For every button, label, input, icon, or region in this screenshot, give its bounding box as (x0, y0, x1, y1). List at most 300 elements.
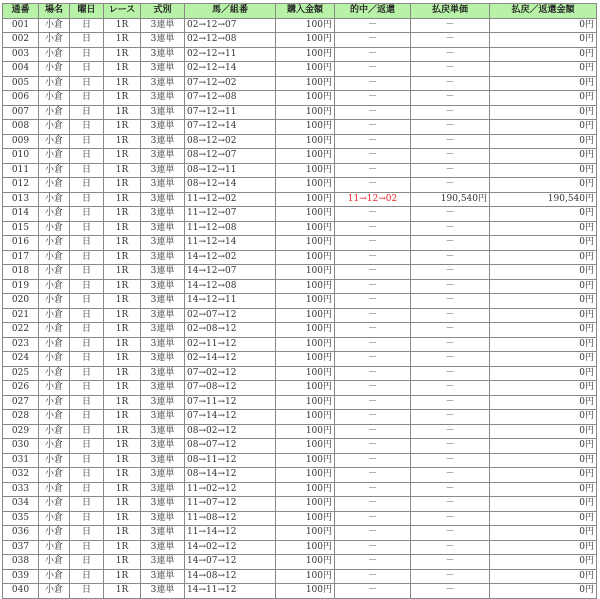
cell-payout-unit: － (411, 279, 490, 294)
table-row (3, 18, 597, 33)
cell-purchase-amount: 100円 (276, 323, 335, 338)
cell-weekday: 日 (70, 76, 104, 91)
cell-payout-amount: 0円 (490, 207, 597, 222)
cell-venue: 小倉 (39, 511, 70, 526)
cell-weekday: 日 (70, 250, 104, 265)
cell-race: 1R (104, 149, 141, 164)
cell-bet-type: 3連単 (141, 279, 185, 294)
cell-bet-type: 3連単 (141, 265, 185, 280)
cell-payout-unit: － (411, 482, 490, 497)
cell-hit-refund: － (335, 18, 411, 33)
cell-serial: 040 (3, 584, 39, 599)
cell-combination: 14→07→12 (185, 555, 276, 570)
cell-venue: 小倉 (39, 540, 70, 555)
cell-payout-amount: 0円 (490, 62, 597, 77)
cell-weekday: 日 (70, 468, 104, 483)
cell-bet-type: 3連単 (141, 468, 185, 483)
cell-purchase-amount: 100円 (276, 352, 335, 367)
cell-payout-amount: 0円 (490, 366, 597, 381)
cell-purchase-amount: 100円 (276, 62, 335, 77)
cell-serial: 009 (3, 134, 39, 149)
cell-venue: 小倉 (39, 134, 70, 149)
cell-venue: 小倉 (39, 192, 70, 207)
cell-serial: 008 (3, 120, 39, 135)
cell-payout-amount: 0円 (490, 91, 597, 106)
cell-weekday: 日 (70, 221, 104, 236)
cell-payout-amount: 0円 (490, 120, 597, 135)
cell-bet-type: 3連単 (141, 497, 185, 512)
cell-bet-type: 3連単 (141, 540, 185, 555)
cell-weekday: 日 (70, 410, 104, 425)
cell-venue: 小倉 (39, 584, 70, 599)
cell-payout-amount: 0円 (490, 410, 597, 425)
cell-race: 1R (104, 178, 141, 193)
table-row (3, 221, 597, 236)
cell-weekday: 日 (70, 265, 104, 280)
cell-venue: 小倉 (39, 453, 70, 468)
cell-payout-amount: 0円 (490, 163, 597, 178)
cell-payout-amount: 0円 (490, 323, 597, 338)
cell-payout-amount: 0円 (490, 105, 597, 120)
cell-hit-refund: － (335, 410, 411, 425)
cell-payout-amount: 0円 (490, 250, 597, 265)
cell-purchase-amount: 100円 (276, 163, 335, 178)
cell-venue: 小倉 (39, 236, 70, 251)
cell-payout-amount: 0円 (490, 569, 597, 584)
cell-payout-unit: － (411, 569, 490, 584)
table-row (3, 178, 597, 193)
cell-race: 1R (104, 105, 141, 120)
cell-combination: 07→12→08 (185, 91, 276, 106)
cell-bet-type: 3連単 (141, 569, 185, 584)
cell-combination: 02→14→12 (185, 352, 276, 367)
cell-bet-type: 3連単 (141, 366, 185, 381)
table-row (3, 395, 597, 410)
cell-purchase-amount: 100円 (276, 178, 335, 193)
cell-serial: 020 (3, 294, 39, 309)
cell-payout-amount: 0円 (490, 47, 597, 62)
cell-bet-type: 3連単 (141, 381, 185, 396)
cell-payout-unit: － (411, 250, 490, 265)
cell-weekday: 日 (70, 47, 104, 62)
cell-race: 1R (104, 76, 141, 91)
cell-bet-type: 3連単 (141, 105, 185, 120)
cell-bet-type: 3連単 (141, 192, 185, 207)
cell-payout-unit: － (411, 424, 490, 439)
cell-hit-refund: － (335, 439, 411, 454)
cell-combination: 11→12→14 (185, 236, 276, 251)
cell-race: 1R (104, 395, 141, 410)
cell-race: 1R (104, 497, 141, 512)
cell-serial: 031 (3, 453, 39, 468)
table-row (3, 511, 597, 526)
cell-payout-unit: － (411, 178, 490, 193)
cell-race: 1R (104, 33, 141, 48)
cell-purchase-amount: 100円 (276, 439, 335, 454)
cell-venue: 小倉 (39, 149, 70, 164)
cell-bet-type: 3連単 (141, 453, 185, 468)
cell-payout-unit: － (411, 468, 490, 483)
cell-serial: 013 (3, 192, 39, 207)
cell-weekday: 日 (70, 497, 104, 512)
cell-purchase-amount: 100円 (276, 468, 335, 483)
cell-race: 1R (104, 526, 141, 541)
cell-payout-unit: － (411, 163, 490, 178)
cell-bet-type: 3連単 (141, 76, 185, 91)
cell-weekday: 日 (70, 555, 104, 570)
cell-race: 1R (104, 410, 141, 425)
cell-serial: 002 (3, 33, 39, 48)
cell-payout-unit: － (411, 120, 490, 135)
cell-venue: 小倉 (39, 207, 70, 222)
cell-weekday: 日 (70, 540, 104, 555)
cell-purchase-amount: 100円 (276, 526, 335, 541)
table-row (3, 337, 597, 352)
cell-combination: 07→12→14 (185, 120, 276, 135)
cell-purchase-amount: 100円 (276, 497, 335, 512)
table-row (3, 62, 597, 77)
cell-race: 1R (104, 323, 141, 338)
cell-combination: 11→02→12 (185, 482, 276, 497)
cell-venue: 小倉 (39, 76, 70, 91)
cell-combination: 11→14→12 (185, 526, 276, 541)
cell-payout-unit: － (411, 381, 490, 396)
cell-payout-unit: － (411, 352, 490, 367)
cell-venue: 小倉 (39, 178, 70, 193)
cell-hit-refund: － (335, 352, 411, 367)
cell-bet-type: 3連単 (141, 439, 185, 454)
table-row (3, 569, 597, 584)
cell-payout-unit: － (411, 439, 490, 454)
cell-payout-amount: 0円 (490, 381, 597, 396)
cell-race: 1R (104, 163, 141, 178)
header-serial: 通番 (3, 4, 39, 19)
cell-race: 1R (104, 62, 141, 77)
cell-serial: 036 (3, 526, 39, 541)
cell-purchase-amount: 100円 (276, 47, 335, 62)
cell-payout-amount: 0円 (490, 439, 597, 454)
cell-payout-unit: － (411, 540, 490, 555)
cell-race: 1R (104, 555, 141, 570)
cell-payout-unit: － (411, 366, 490, 381)
cell-combination: 02→11→12 (185, 337, 276, 352)
cell-race: 1R (104, 424, 141, 439)
cell-purchase-amount: 100円 (276, 424, 335, 439)
cell-weekday: 日 (70, 294, 104, 309)
cell-venue: 小倉 (39, 91, 70, 106)
cell-venue: 小倉 (39, 497, 70, 512)
cell-venue: 小倉 (39, 395, 70, 410)
cell-combination: 14→11→12 (185, 584, 276, 599)
cell-payout-amount: 0円 (490, 337, 597, 352)
cell-purchase-amount: 100円 (276, 308, 335, 323)
cell-hit-refund: － (335, 62, 411, 77)
cell-race: 1R (104, 18, 141, 33)
cell-payout-amount: 0円 (490, 18, 597, 33)
header-weekday: 曜日 (70, 4, 104, 19)
cell-combination: 11→12→08 (185, 221, 276, 236)
cell-serial: 005 (3, 76, 39, 91)
cell-payout-amount: 0円 (490, 178, 597, 193)
cell-bet-type: 3連単 (141, 395, 185, 410)
cell-bet-type: 3連単 (141, 178, 185, 193)
cell-payout-amount: 0円 (490, 526, 597, 541)
cell-weekday: 日 (70, 424, 104, 439)
cell-hit-refund: － (335, 366, 411, 381)
cell-weekday: 日 (70, 337, 104, 352)
cell-purchase-amount: 100円 (276, 453, 335, 468)
table-row (3, 540, 597, 555)
cell-combination: 08→12→02 (185, 134, 276, 149)
cell-race: 1R (104, 47, 141, 62)
cell-race: 1R (104, 540, 141, 555)
cell-venue: 小倉 (39, 366, 70, 381)
cell-payout-unit: － (411, 76, 490, 91)
cell-purchase-amount: 100円 (276, 265, 335, 280)
cell-venue: 小倉 (39, 279, 70, 294)
cell-race: 1R (104, 308, 141, 323)
cell-hit-refund: － (335, 265, 411, 280)
cell-race: 1R (104, 482, 141, 497)
cell-purchase-amount: 100円 (276, 192, 335, 207)
cell-bet-type: 3連単 (141, 511, 185, 526)
cell-hit-refund: － (335, 105, 411, 120)
cell-combination: 08→11→12 (185, 453, 276, 468)
cell-bet-type: 3連単 (141, 323, 185, 338)
cell-serial: 022 (3, 323, 39, 338)
cell-race: 1R (104, 236, 141, 251)
cell-payout-unit: － (411, 323, 490, 338)
cell-combination: 07→08→12 (185, 381, 276, 396)
cell-bet-type: 3連単 (141, 526, 185, 541)
cell-hit-refund: － (335, 178, 411, 193)
cell-weekday: 日 (70, 134, 104, 149)
cell-bet-type: 3連単 (141, 33, 185, 48)
cell-serial: 014 (3, 207, 39, 222)
cell-race: 1R (104, 468, 141, 483)
cell-combination: 07→14→12 (185, 410, 276, 425)
cell-purchase-amount: 100円 (276, 381, 335, 396)
cell-weekday: 日 (70, 395, 104, 410)
cell-payout-unit: － (411, 526, 490, 541)
cell-combination: 11→08→12 (185, 511, 276, 526)
cell-bet-type: 3連単 (141, 294, 185, 309)
cell-purchase-amount: 100円 (276, 337, 335, 352)
cell-serial: 006 (3, 91, 39, 106)
cell-purchase-amount: 100円 (276, 511, 335, 526)
table-row (3, 482, 597, 497)
cell-race: 1R (104, 511, 141, 526)
cell-serial: 039 (3, 569, 39, 584)
table-row (3, 120, 597, 135)
cell-weekday: 日 (70, 91, 104, 106)
cell-bet-type: 3連単 (141, 91, 185, 106)
cell-payout-unit: － (411, 207, 490, 222)
cell-payout-amount: 0円 (490, 395, 597, 410)
cell-bet-type: 3連単 (141, 424, 185, 439)
cell-venue: 小倉 (39, 424, 70, 439)
cell-payout-unit: － (411, 453, 490, 468)
cell-combination: 08→14→12 (185, 468, 276, 483)
cell-hit-refund: － (335, 76, 411, 91)
cell-venue: 小倉 (39, 323, 70, 338)
cell-payout-amount: 0円 (490, 424, 597, 439)
cell-hit-refund: － (335, 294, 411, 309)
table-row (3, 105, 597, 120)
cell-race: 1R (104, 221, 141, 236)
cell-hit-refund: － (335, 584, 411, 599)
cell-combination: 07→12→11 (185, 105, 276, 120)
cell-race: 1R (104, 250, 141, 265)
cell-race: 1R (104, 91, 141, 106)
cell-hit-refund: － (335, 323, 411, 338)
cell-hit-refund: － (335, 221, 411, 236)
cell-bet-type: 3連単 (141, 47, 185, 62)
cell-race: 1R (104, 337, 141, 352)
cell-payout-unit: － (411, 584, 490, 599)
cell-purchase-amount: 100円 (276, 134, 335, 149)
cell-weekday: 日 (70, 439, 104, 454)
cell-bet-type: 3連単 (141, 337, 185, 352)
cell-payout-amount: 0円 (490, 540, 597, 555)
cell-serial: 026 (3, 381, 39, 396)
cell-weekday: 日 (70, 33, 104, 48)
cell-venue: 小倉 (39, 120, 70, 135)
cell-race: 1R (104, 294, 141, 309)
cell-hit-refund: － (335, 453, 411, 468)
cell-payout-unit: － (411, 497, 490, 512)
cell-payout-amount: 0円 (490, 497, 597, 512)
cell-combination: 08→12→14 (185, 178, 276, 193)
cell-race: 1R (104, 439, 141, 454)
cell-race: 1R (104, 453, 141, 468)
cell-purchase-amount: 100円 (276, 120, 335, 135)
cell-race: 1R (104, 366, 141, 381)
cell-venue: 小倉 (39, 62, 70, 77)
cell-serial: 028 (3, 410, 39, 425)
table-row (3, 207, 597, 222)
header-venue: 場名 (39, 4, 70, 19)
cell-weekday: 日 (70, 178, 104, 193)
cell-payout-amount: 0円 (490, 76, 597, 91)
cell-payout-unit: － (411, 236, 490, 251)
cell-payout-unit: － (411, 105, 490, 120)
cell-payout-amount: 0円 (490, 265, 597, 280)
table-row (3, 308, 597, 323)
cell-race: 1R (104, 279, 141, 294)
cell-hit-refund: － (335, 163, 411, 178)
table-row (3, 424, 597, 439)
cell-venue: 小倉 (39, 381, 70, 396)
cell-bet-type: 3連単 (141, 62, 185, 77)
cell-combination: 14→02→12 (185, 540, 276, 555)
cell-venue: 小倉 (39, 294, 70, 309)
cell-serial: 034 (3, 497, 39, 512)
cell-serial: 007 (3, 105, 39, 120)
cell-race: 1R (104, 381, 141, 396)
cell-payout-unit: 190,540円 (411, 192, 490, 207)
cell-weekday: 日 (70, 105, 104, 120)
cell-combination: 07→12→02 (185, 76, 276, 91)
cell-purchase-amount: 100円 (276, 33, 335, 48)
cell-hit-refund: － (335, 569, 411, 584)
cell-venue: 小倉 (39, 221, 70, 236)
table-row (3, 468, 597, 483)
cell-combination: 14→08→12 (185, 569, 276, 584)
cell-serial: 038 (3, 555, 39, 570)
cell-purchase-amount: 100円 (276, 555, 335, 570)
cell-hit-refund: － (335, 47, 411, 62)
cell-payout-unit: － (411, 395, 490, 410)
cell-venue: 小倉 (39, 439, 70, 454)
cell-race: 1R (104, 192, 141, 207)
cell-payout-unit: － (411, 33, 490, 48)
cell-bet-type: 3連単 (141, 482, 185, 497)
cell-weekday: 日 (70, 381, 104, 396)
header-payout-unit: 払戻単価 (411, 4, 490, 19)
cell-purchase-amount: 100円 (276, 410, 335, 425)
header-payout-amount: 払戻／返還金額 (490, 4, 597, 19)
cell-purchase-amount: 100円 (276, 91, 335, 106)
cell-hit-refund: － (335, 497, 411, 512)
cell-combination: 07→11→12 (185, 395, 276, 410)
cell-weekday: 日 (70, 366, 104, 381)
cell-venue: 小倉 (39, 482, 70, 497)
table-row (3, 323, 597, 338)
betting-results-table (2, 3, 597, 599)
cell-combination: 11→07→12 (185, 497, 276, 512)
table-row (3, 236, 597, 251)
cell-combination: 02→08→12 (185, 323, 276, 338)
cell-hit-refund: － (335, 279, 411, 294)
cell-serial: 010 (3, 149, 39, 164)
cell-serial: 027 (3, 395, 39, 410)
cell-purchase-amount: 100円 (276, 540, 335, 555)
cell-serial: 035 (3, 511, 39, 526)
cell-hit-refund: － (335, 381, 411, 396)
cell-payout-unit: － (411, 265, 490, 280)
cell-combination: 14→12→08 (185, 279, 276, 294)
cell-payout-unit: － (411, 337, 490, 352)
cell-bet-type: 3連単 (141, 236, 185, 251)
cell-serial: 021 (3, 308, 39, 323)
cell-hit-refund: 11→12→02 (335, 192, 411, 207)
cell-weekday: 日 (70, 569, 104, 584)
cell-hit-refund: － (335, 555, 411, 570)
table-row (3, 555, 597, 570)
cell-bet-type: 3連単 (141, 120, 185, 135)
cell-payout-amount: 0円 (490, 221, 597, 236)
cell-combination: 02→12→08 (185, 33, 276, 48)
cell-hit-refund: － (335, 308, 411, 323)
cell-serial: 033 (3, 482, 39, 497)
cell-payout-amount: 0円 (490, 468, 597, 483)
cell-combination: 07→02→12 (185, 366, 276, 381)
cell-purchase-amount: 100円 (276, 569, 335, 584)
cell-combination: 14→12→02 (185, 250, 276, 265)
cell-venue: 小倉 (39, 163, 70, 178)
header-combination: 馬／組番 (185, 4, 276, 19)
cell-weekday: 日 (70, 584, 104, 599)
cell-payout-unit: － (411, 294, 490, 309)
cell-serial: 029 (3, 424, 39, 439)
cell-payout-amount: 190,540円 (490, 192, 597, 207)
cell-weekday: 日 (70, 207, 104, 222)
header-race: レース (104, 4, 141, 19)
cell-combination: 08→07→12 (185, 439, 276, 454)
cell-venue: 小倉 (39, 352, 70, 367)
cell-hit-refund: － (335, 91, 411, 106)
